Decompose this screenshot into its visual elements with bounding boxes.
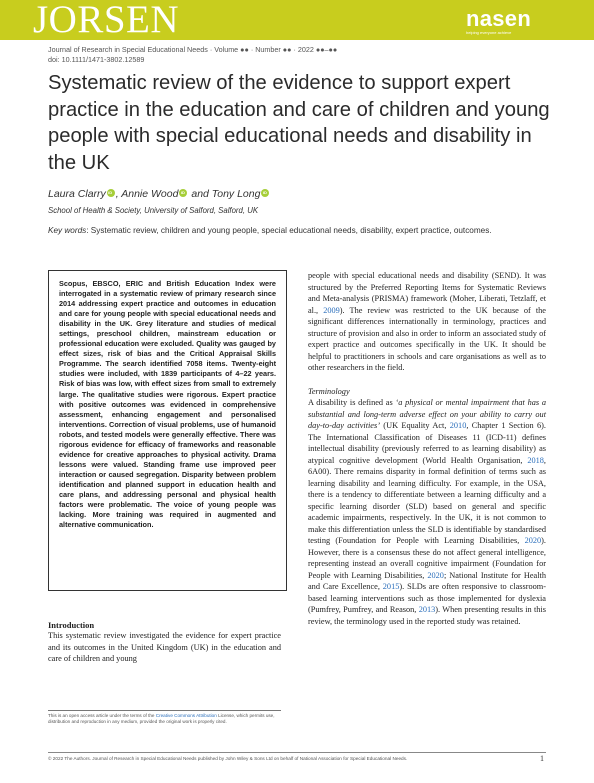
- body-text: ). When presenting results in this review, the terminology used in the reported study was retained.: [308, 605, 546, 626]
- section-subheading: Terminology: [308, 386, 350, 396]
- body-text: (UK Equality Act,: [379, 421, 450, 430]
- author-name[interactable]: Annie Wood: [121, 188, 179, 200]
- citation-link[interactable]: 2020: [427, 570, 444, 580]
- citation-link[interactable]: 2013: [418, 605, 436, 614]
- page-number: 1: [540, 754, 544, 763]
- author-list: [48, 188, 270, 201]
- abstract-box: [48, 270, 287, 591]
- footnote-text: License, which permits use, distribution and reproduction in any medium, provided the original work is properly cited.: [48, 713, 275, 725]
- body-text: ). The review was restricted to the UK because of the significant differences internationally in terminology, practices and structure of provision and also in order to inform an associated study of expert practice and outcomes specifically in the UK. It should be helpful to practitioners in schools and care organisations as well as to other researchers in the field.: [308, 305, 546, 372]
- license-footnote: [48, 713, 288, 725]
- introduction-text: This systematic review investigated the evidence for expert practice and its outcomes in the United Kingdom (UK) in the education and care of children and young: [48, 631, 281, 663]
- body-text: ). SLDs are often responsive to classroom-based learning interventions such as those implemented for dyslexia (Pumfrey, Pumfrey, and Reason,: [308, 582, 546, 614]
- right-column: [308, 270, 546, 627]
- orcid-icon[interactable]: [179, 189, 187, 197]
- body-paragraph: [308, 270, 546, 374]
- body-text: people with special educational needs and disability (SEND). It was structured by the Preferred Reporting Items for Systematic Reviews and Meta-analysis (PRISMA) framework (Moher, Liberati, Tetzlaff, et al.,: [308, 271, 546, 315]
- introduction-heading: Introduction: [48, 620, 95, 630]
- citation-link[interactable]: 2009: [323, 305, 340, 315]
- orcid-icon[interactable]: [107, 189, 115, 197]
- body-text: , Chapter 1 Section 6). The International Classification of Diseases 11 (ICD-11) defines intellectual disability (previously referred to as learning disability) as atypical cognitive development (World Health Organisation,: [308, 421, 546, 465]
- footnote-text: This is an open access article under the terms of the: [48, 713, 156, 718]
- author-name[interactable]: Tony Long: [211, 188, 261, 200]
- article-title: Systematic review of the evidence to support expert practice in the education and care of children and young people with special educational needs and disability in the UK: [48, 72, 550, 174]
- definition-quote: ‘a physical or mental impairment that has a substantial and long-term adverse effect on your ability to carry out day-to-day activities’: [308, 398, 546, 430]
- abstract-text: Scopus, EBSCO, ERIC and British Education Index were interrogated in a systematic review of primary research since 2014 addressing expert practice and outcomes in education and care for young people with special educational needs and disability in the UK. Grey literature and studies of medical settings, preschool children, mainstream education or professional education were excluded. Quality was gauged by effect sizes, risk of bias and the Critical Appraisal Skills Programme. The search identified 7058 items. Twenty-eight studies were included, with 1839 participants of 4–22 years. Risk of bias was low, with effect sizes from small to extremely large. The qualitative studies were rigorous. Expert practice with positive outcomes was evidenced in comprehensive assessment, enhancing engagement and personalised interventions. Correction of visual problems, use of humanoid robots, and tested models were generally effective. There was rigorous evidence for efficacy of frameworks and reasonable evidence for creative approaches to physical activity. Drama lessons were valued. Standing frame use improved peer interaction or caused segregation. Disparity between problem identification and planned support in education health and care plans, and addressing personal and physical health factors were problematic. The voice of young people was lacking. More training was required in augmented and alternative communication.: [59, 279, 276, 530]
- citation-link[interactable]: 2015: [382, 582, 400, 591]
- license-link[interactable]: Creative Commons Attribution: [155, 713, 217, 718]
- citation-link[interactable]: 2010: [449, 421, 467, 430]
- keywords: [48, 225, 558, 237]
- footnote-divider: [48, 710, 281, 711]
- publisher-logo: nasen: [466, 6, 532, 31]
- keywords-text: : Systematic review, children and young people, special educational needs, disability, expert practice, outcomes.: [86, 226, 492, 235]
- body-text: A disability is defined as: [308, 398, 396, 407]
- author-name[interactable]: Laura Clarry: [48, 188, 106, 200]
- journal-logo: JORSEN: [33, 0, 180, 41]
- copyright-footer: © 2022 The Authors. Journal of Research in Special Educational Needs published by John Wiley & Sons Ltd on behalf of National Association for Special Educational Needs.: [48, 756, 408, 761]
- body-text: ). However, there is a consensus these do not affect general intelligence, representing instead an overall cognitive impairment (Foundation for People with Learning Disabilities,: [308, 536, 546, 580]
- journal-citation-line: Journal of Research in Special Educational Needs · Volume ●● · Number ●● · 2022 ●●–●●: [48, 45, 338, 54]
- author-separator: ,: [115, 188, 122, 200]
- doi[interactable]: doi: 10.1111/1471-3802.12589: [48, 55, 145, 64]
- body-text: , 6A00). There remains disparity in formal definition of terms such as learning disability and learning difficulty. For example, in the USA, there is a tendency to differentiate between a learning difficulty and a specific learning disorder (SLD) based on general and specific academic impairments, respectively. In the UK, it is not common to make this differentiation unless the SLD is identifiable by standardised testing (Foundation for People with Learning Disabilities,: [308, 455, 546, 545]
- journal-banner: [0, 0, 594, 40]
- body-paragraph: [308, 397, 546, 627]
- footer-divider: [48, 752, 546, 753]
- keywords-label: Key words: [48, 226, 87, 235]
- author-separator: and: [188, 188, 212, 200]
- citation-link[interactable]: 2018: [527, 455, 544, 465]
- orcid-icon[interactable]: [261, 189, 269, 197]
- citation-link[interactable]: 2020: [524, 536, 542, 545]
- affiliation: School of Health & Society, University of Salford, Salford, UK: [48, 206, 259, 215]
- body-text: ; National Institute for Health and Care Excellence,: [308, 570, 546, 591]
- publisher-tagline: helping everyone achieve: [466, 30, 512, 35]
